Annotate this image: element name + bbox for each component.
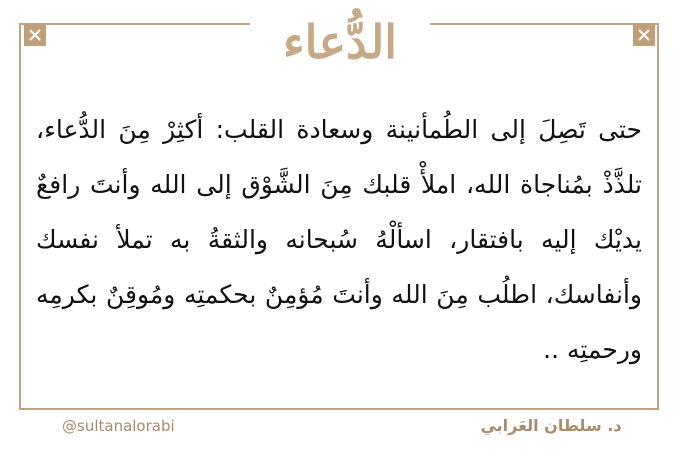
x-logo-icon[interactable] [633, 24, 655, 46]
quote-text: حتى تَصِلَ إلى الطُمأنينة وسعادة القلب: أكثِرْ مِنَ الدُّعاء، تلذَّذْ بمُناجاة الله، املأْ قلبك مِنَ الشَّوْق إلى الله وأنتَ رافعٌ يديْك إليه بافتقار، اسألْهُ سُبحانه والثقةُ به تملأ نفسك وأنفاسك، اطلُب مِنَ الله وأنتَ مُؤمِنٌ بحكمتِه ومُوقِنٌ بكرمِه ورحمتِه .. [36, 115, 642, 364]
author-name: د. سلطان العَرابي [470, 411, 632, 441]
x-logo-icon[interactable] [24, 24, 46, 46]
title-container [250, 0, 430, 75]
page-title: الدُّعاء [282, 14, 398, 69]
author-handle: @sultanalorabi [54, 411, 183, 441]
